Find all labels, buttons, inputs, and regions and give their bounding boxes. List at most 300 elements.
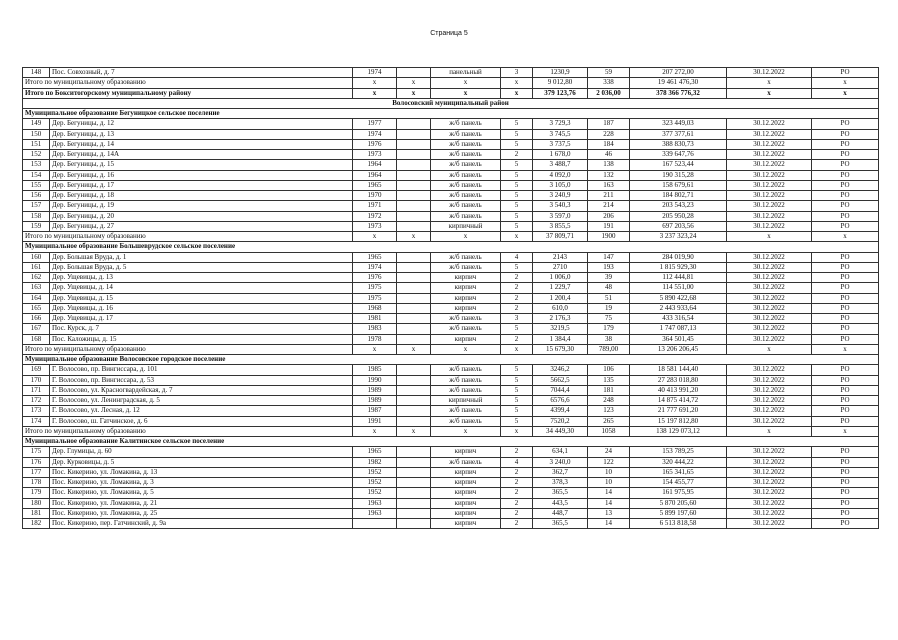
table-cell: 1964 xyxy=(353,170,397,180)
table-cell: 6 513 818,58 xyxy=(630,519,727,529)
table-cell: Г. Волосово, пр. Вингиссара, д. 53 xyxy=(50,375,353,385)
table-cell: РО xyxy=(812,467,879,477)
table-cell: 157 xyxy=(23,201,50,211)
table-cell: 378,3 xyxy=(533,478,588,488)
total-cell: 15 679,30 xyxy=(533,344,588,354)
table-cell: РО xyxy=(812,160,879,170)
table-cell: РО xyxy=(812,119,879,129)
table-cell: 1975 xyxy=(353,293,397,303)
table-cell: 30.12.2022 xyxy=(727,467,812,477)
table-row xyxy=(23,139,879,149)
table-cell: Дер. Бегуницы, д. 18 xyxy=(50,191,353,201)
total-cell: x xyxy=(397,426,431,436)
table-cell: 30.12.2022 xyxy=(727,396,812,406)
table-cell: 2 xyxy=(501,283,533,293)
table-cell: РО xyxy=(812,406,879,416)
table-row xyxy=(23,324,879,334)
table-cell: 21 777 691,20 xyxy=(630,406,727,416)
table-row xyxy=(23,283,879,293)
table-cell: 1989 xyxy=(353,385,397,395)
table-cell: 1965 xyxy=(353,180,397,190)
table-cell: 30.12.2022 xyxy=(727,191,812,201)
table-cell: 5 xyxy=(501,139,533,149)
table-cell: ж/б панель xyxy=(431,180,501,190)
table-cell: 2 xyxy=(501,467,533,477)
table-cell: 112 444,81 xyxy=(630,273,727,283)
table-cell xyxy=(397,191,431,201)
table-cell: Дер. Большая Вруда, д. 5 xyxy=(50,262,353,272)
table-cell: РО xyxy=(812,519,879,529)
total-cell: x xyxy=(431,78,501,88)
table-cell: 1963 xyxy=(353,498,397,508)
table-cell xyxy=(397,519,431,529)
table-cell: кирпич xyxy=(431,293,501,303)
total-cell: 3 237 323,24 xyxy=(630,232,727,242)
total-cell: x xyxy=(812,78,879,88)
total-label: Итого по муниципальному образованию xyxy=(23,78,353,88)
table-row xyxy=(23,262,879,272)
table-cell: ж/б панель xyxy=(431,457,501,467)
total-cell: 19 461 476,30 xyxy=(630,78,727,88)
total-cell: x xyxy=(812,88,879,98)
table-cell: 2 xyxy=(501,334,533,344)
table-cell: РО xyxy=(812,457,879,467)
total-cell: x xyxy=(501,88,533,98)
table-cell: 1975 xyxy=(353,283,397,293)
total-cell: x xyxy=(727,232,812,242)
table-cell: 339 647,76 xyxy=(630,150,727,160)
table-cell: РО xyxy=(812,488,879,498)
total-cell: 1058 xyxy=(588,426,630,436)
table-cell: 3 105,0 xyxy=(533,180,588,190)
table-cell: кирпичный xyxy=(431,396,501,406)
table-cell: кирпич xyxy=(431,478,501,488)
total-cell: x xyxy=(727,88,812,98)
table-cell: 10 xyxy=(588,467,630,477)
table-cell xyxy=(397,508,431,518)
table-cell: ж/б панель xyxy=(431,211,501,221)
table-cell: 7520,2 xyxy=(533,416,588,426)
table-cell: 30.12.2022 xyxy=(727,488,812,498)
table-cell: 320 444,22 xyxy=(630,457,727,467)
table-cell: Дер. Ущевицы, д. 16 xyxy=(50,303,353,313)
table-cell: ж/б панель xyxy=(431,314,501,324)
total-cell: x xyxy=(431,426,501,436)
table-cell: ж/б панель xyxy=(431,324,501,334)
table-cell: Дер. Бегуницы, д. 14 xyxy=(50,139,353,149)
table-row xyxy=(23,119,879,129)
table-cell: 24 xyxy=(588,447,630,457)
table-row xyxy=(23,385,879,395)
table-row xyxy=(23,447,879,457)
table-cell: РО xyxy=(812,139,879,149)
table-cell: 18 581 144,40 xyxy=(630,365,727,375)
total-label: Итого по муниципальному образованию xyxy=(23,344,353,354)
table-cell: кирпич xyxy=(431,447,501,457)
table-cell: 228 xyxy=(588,129,630,139)
table-cell: 30.12.2022 xyxy=(727,334,812,344)
table-cell xyxy=(397,478,431,488)
table-cell: 1972 xyxy=(353,211,397,221)
table-cell: РО xyxy=(812,396,879,406)
table-cell xyxy=(397,303,431,313)
table-cell: 30.12.2022 xyxy=(727,273,812,283)
table-cell: Пос. Кикерино, ул. Ломакина, д. 21 xyxy=(50,498,353,508)
table-cell: 1 747 087,13 xyxy=(630,324,727,334)
table-cell: 3 729,3 xyxy=(533,119,588,129)
table-cell xyxy=(397,396,431,406)
table-cell xyxy=(397,201,431,211)
table-cell: ж/б панель xyxy=(431,150,501,160)
table-cell: 1952 xyxy=(353,488,397,498)
table-cell: РО xyxy=(812,170,879,180)
table-cell: 2 xyxy=(501,508,533,518)
table-cell: 1976 xyxy=(353,139,397,149)
table-cell xyxy=(353,519,397,529)
table-cell: 179 xyxy=(23,488,50,498)
table-cell: 1971 xyxy=(353,201,397,211)
table-cell: ж/б панель xyxy=(431,191,501,201)
total-cell: 378 366 776,32 xyxy=(630,88,727,98)
table-row xyxy=(23,191,879,201)
table-cell: РО xyxy=(812,447,879,457)
table-row xyxy=(23,396,879,406)
table-cell: 1952 xyxy=(353,478,397,488)
table-cell: Г. Волосово, ул. Красногвардейская, д. 7 xyxy=(50,385,353,395)
table-cell: РО xyxy=(812,283,879,293)
table-cell xyxy=(397,262,431,272)
table-cell: кирпич xyxy=(431,519,501,529)
table-cell: 3246,2 xyxy=(533,365,588,375)
table-cell: 206 xyxy=(588,211,630,221)
table-cell: 190 315,28 xyxy=(630,170,727,180)
table-row xyxy=(23,180,879,190)
table-cell: РО xyxy=(812,150,879,160)
table-cell: 6576,6 xyxy=(533,396,588,406)
table-cell: 40 413 991,20 xyxy=(630,385,727,395)
table-cell: 27 283 018,80 xyxy=(630,375,727,385)
table-cell: Пос. Кикерино, пер. Гатчинский, д. 9а xyxy=(50,519,353,529)
table-row xyxy=(23,467,879,477)
table-cell: 30.12.2022 xyxy=(727,68,812,78)
table-cell: 1 229,7 xyxy=(533,283,588,293)
table-cell: Дер. Бегуницы, д. 16 xyxy=(50,170,353,180)
district-header-row xyxy=(23,98,879,108)
table-cell: 3 597,0 xyxy=(533,211,588,221)
table-cell: ж/б панель xyxy=(431,129,501,139)
table-cell xyxy=(397,314,431,324)
table-cell: 179 xyxy=(588,324,630,334)
subtotal-row xyxy=(23,426,879,436)
table-row xyxy=(23,160,879,170)
table-cell: 5 xyxy=(501,324,533,334)
table-cell: 443,5 xyxy=(533,498,588,508)
table-cell: 39 xyxy=(588,273,630,283)
table-cell: 106 xyxy=(588,365,630,375)
table-cell xyxy=(397,334,431,344)
table-cell: Дер. Бегуницы, д. 27 xyxy=(50,221,353,231)
table-cell xyxy=(397,498,431,508)
table-cell: РО xyxy=(812,252,879,262)
table-cell: 123 xyxy=(588,406,630,416)
table-cell: 30.12.2022 xyxy=(727,324,812,334)
municipality-name: Муниципальное образование Калитинское сельское поселение xyxy=(23,437,879,447)
page-number: Страница 5 xyxy=(430,30,468,37)
table-cell: 1 384,4 xyxy=(533,334,588,344)
table-cell: 154 455,77 xyxy=(630,478,727,488)
table-cell xyxy=(397,447,431,457)
table-cell: 5 xyxy=(501,160,533,170)
table-cell: РО xyxy=(812,508,879,518)
table-cell: 30.12.2022 xyxy=(727,129,812,139)
table-row xyxy=(23,375,879,385)
table-cell: ж/б панель xyxy=(431,406,501,416)
table-cell: Дер. Бегуницы, д. 17 xyxy=(50,180,353,190)
table-cell: 2 xyxy=(501,447,533,457)
table-cell: 30.12.2022 xyxy=(727,508,812,518)
table-cell: 180 xyxy=(23,498,50,508)
table-cell: ж/б панель xyxy=(431,416,501,426)
table-cell: 610,0 xyxy=(533,303,588,313)
table-cell: 365,5 xyxy=(533,519,588,529)
table-cell: 1977 xyxy=(353,119,397,129)
table-cell: 30.12.2022 xyxy=(727,160,812,170)
table-cell: 634,1 xyxy=(533,447,588,457)
table-cell: 1991 xyxy=(353,416,397,426)
total-cell: 1900 xyxy=(588,232,630,242)
table-cell xyxy=(397,160,431,170)
total-cell: x xyxy=(431,88,501,98)
table-cell: 5 xyxy=(501,170,533,180)
table-cell: 191 xyxy=(588,221,630,231)
table-cell: 187 xyxy=(588,119,630,129)
table-cell: 1976 xyxy=(353,273,397,283)
table-cell: 2 xyxy=(501,293,533,303)
municipality-name: Муниципальное образование Большеврудское сельское поселение xyxy=(23,242,879,252)
table-cell xyxy=(397,68,431,78)
table-cell: 5 xyxy=(501,416,533,426)
table-cell: панельный xyxy=(431,68,501,78)
table-cell xyxy=(397,150,431,160)
table-cell: 2143 xyxy=(533,252,588,262)
subtotal-row xyxy=(23,78,879,88)
table-cell: Пос. Совхозный, д. 7 xyxy=(50,68,353,78)
grand-total-row xyxy=(23,88,879,98)
table-cell: 5 xyxy=(501,211,533,221)
table-cell: 132 xyxy=(588,170,630,180)
table-cell: 4 xyxy=(501,457,533,467)
table-cell: 158 xyxy=(23,211,50,221)
table-cell: 433 316,54 xyxy=(630,314,727,324)
total-cell: 789,00 xyxy=(588,344,630,354)
total-cell: x xyxy=(812,232,879,242)
table-cell xyxy=(397,293,431,303)
subtotal-row xyxy=(23,344,879,354)
table-cell: ж/б панель xyxy=(431,385,501,395)
table-cell: 149 xyxy=(23,119,50,129)
table-cell: 175 xyxy=(23,447,50,457)
table-cell: РО xyxy=(812,324,879,334)
table-cell: 2 xyxy=(501,150,533,160)
table-cell: 364 501,45 xyxy=(630,334,727,344)
municipality-header-row xyxy=(23,355,879,365)
table-cell: 114 551,00 xyxy=(630,283,727,293)
table-cell: 172 xyxy=(23,396,50,406)
table-cell: 3 488,7 xyxy=(533,160,588,170)
table-cell: 30.12.2022 xyxy=(727,211,812,221)
total-cell: 379 123,76 xyxy=(533,88,588,98)
table-cell: Дер. Большая Вруда, д. 1 xyxy=(50,252,353,262)
total-cell: x xyxy=(501,232,533,242)
table-cell: 159 xyxy=(23,221,50,231)
table-cell: 3219,5 xyxy=(533,324,588,334)
municipality-header-row xyxy=(23,242,879,252)
total-cell: x xyxy=(353,344,397,354)
table-row xyxy=(23,508,879,518)
table-cell: 10 xyxy=(588,478,630,488)
table-cell: Дер. Ущевицы, д. 14 xyxy=(50,283,353,293)
table-cell: ж/б панель xyxy=(431,375,501,385)
table-cell: 3 xyxy=(501,314,533,324)
table-cell: 1963 xyxy=(353,508,397,518)
table-cell: 30.12.2022 xyxy=(727,365,812,375)
table-cell: 3 xyxy=(501,68,533,78)
table-cell: 30.12.2022 xyxy=(727,252,812,262)
table-cell: 3 540,3 xyxy=(533,201,588,211)
table-cell: ж/б панель xyxy=(431,365,501,375)
table-cell: 30.12.2022 xyxy=(727,293,812,303)
table-cell: 1 678,0 xyxy=(533,150,588,160)
total-cell: 9 012,80 xyxy=(533,78,588,88)
total-cell: x xyxy=(353,88,397,98)
table-cell: 3 855,5 xyxy=(533,221,588,231)
table-cell xyxy=(397,180,431,190)
table-cell: 173 xyxy=(23,406,50,416)
table-cell: ж/б панель xyxy=(431,119,501,129)
table-cell: 30.12.2022 xyxy=(727,375,812,385)
table-cell: 5 899 197,60 xyxy=(630,508,727,518)
table-cell: 1974 xyxy=(353,68,397,78)
table-cell: 4399,4 xyxy=(533,406,588,416)
table-cell: 1964 xyxy=(353,160,397,170)
total-label: Итого по Бокситогорскому муниципальному району xyxy=(23,88,353,98)
table-cell: 147 xyxy=(588,252,630,262)
table-cell: 365,5 xyxy=(533,488,588,498)
table-cell: 7044,4 xyxy=(533,385,588,395)
table-cell: 30.12.2022 xyxy=(727,519,812,529)
table-cell: 1973 xyxy=(353,150,397,160)
table-cell: 30.12.2022 xyxy=(727,262,812,272)
table-cell: 1970 xyxy=(353,191,397,201)
table-cell: 153 xyxy=(23,160,50,170)
table-cell: Пос. Кикерино, ул. Ломакина, д. 5 xyxy=(50,488,353,498)
table-cell: кирпич xyxy=(431,498,501,508)
table-cell: 5 xyxy=(501,262,533,272)
table-cell: ж/б панель xyxy=(431,252,501,262)
table-cell: 5 xyxy=(501,365,533,375)
total-cell: x xyxy=(727,78,812,88)
table-cell: кирпич xyxy=(431,488,501,498)
table-cell: 214 xyxy=(588,201,630,211)
table-cell: РО xyxy=(812,498,879,508)
table-row xyxy=(23,221,879,231)
table-row xyxy=(23,416,879,426)
table-cell: 448,7 xyxy=(533,508,588,518)
table-cell: 166 xyxy=(23,314,50,324)
table-cell: 1985 xyxy=(353,365,397,375)
table-cell: 30.12.2022 xyxy=(727,201,812,211)
table-cell: 14 875 414,72 xyxy=(630,396,727,406)
table-cell: РО xyxy=(812,211,879,221)
table-cell: 30.12.2022 xyxy=(727,283,812,293)
table-row xyxy=(23,68,879,78)
table-cell: 1965 xyxy=(353,252,397,262)
district-name: Волосовский муниципальный район xyxy=(23,98,879,108)
table-cell: 362,7 xyxy=(533,467,588,477)
table-row xyxy=(23,293,879,303)
table-cell: 1983 xyxy=(353,324,397,334)
table-cell xyxy=(397,324,431,334)
table-cell: 377 377,61 xyxy=(630,129,727,139)
subtotal-row xyxy=(23,232,879,242)
table-cell: 5 xyxy=(501,396,533,406)
table-cell: 184 xyxy=(588,139,630,149)
table-cell: 75 xyxy=(588,314,630,324)
table-cell: 174 xyxy=(23,416,50,426)
total-cell: x xyxy=(812,344,879,354)
table-cell: Г. Волосово, пр. Вингиссара, д. 101 xyxy=(50,365,353,375)
municipality-header-row xyxy=(23,109,879,119)
table-cell: 1 200,4 xyxy=(533,293,588,303)
table-cell: 184 802,71 xyxy=(630,191,727,201)
table-cell: 30.12.2022 xyxy=(727,498,812,508)
table-row xyxy=(23,303,879,313)
table-cell: РО xyxy=(812,365,879,375)
table-cell: 30.12.2022 xyxy=(727,119,812,129)
table-cell: 1968 xyxy=(353,303,397,313)
table-cell xyxy=(397,283,431,293)
table-cell xyxy=(397,375,431,385)
table-cell: 5 xyxy=(501,385,533,395)
total-cell: 13 206 206,45 xyxy=(630,344,727,354)
table-cell: 3 240,0 xyxy=(533,457,588,467)
total-cell: x xyxy=(431,232,501,242)
table-cell: 5 xyxy=(501,201,533,211)
table-cell: 167 523,44 xyxy=(630,160,727,170)
table-cell xyxy=(397,139,431,149)
table-cell: ж/б панель xyxy=(431,139,501,149)
table-cell: 30.12.2022 xyxy=(727,416,812,426)
table-cell: 135 xyxy=(588,375,630,385)
table-cell: РО xyxy=(812,375,879,385)
table-cell: 51 xyxy=(588,293,630,303)
table-cell: 1973 xyxy=(353,221,397,231)
table-cell: 150 xyxy=(23,129,50,139)
table-cell: 169 xyxy=(23,365,50,375)
table-cell: кирпич xyxy=(431,508,501,518)
table-cell: 265 xyxy=(588,416,630,426)
total-cell: x xyxy=(397,344,431,354)
table-cell: 1965 xyxy=(353,447,397,457)
table-cell: 2 xyxy=(501,273,533,283)
table-cell: 5 xyxy=(501,129,533,139)
table-cell: 154 xyxy=(23,170,50,180)
table-cell: РО xyxy=(812,314,879,324)
table-cell: 160 xyxy=(23,252,50,262)
table-cell: РО xyxy=(812,385,879,395)
table-cell: Пос. Кикерино, ул. Ломакина, д. 3 xyxy=(50,478,353,488)
table-row xyxy=(23,252,879,262)
